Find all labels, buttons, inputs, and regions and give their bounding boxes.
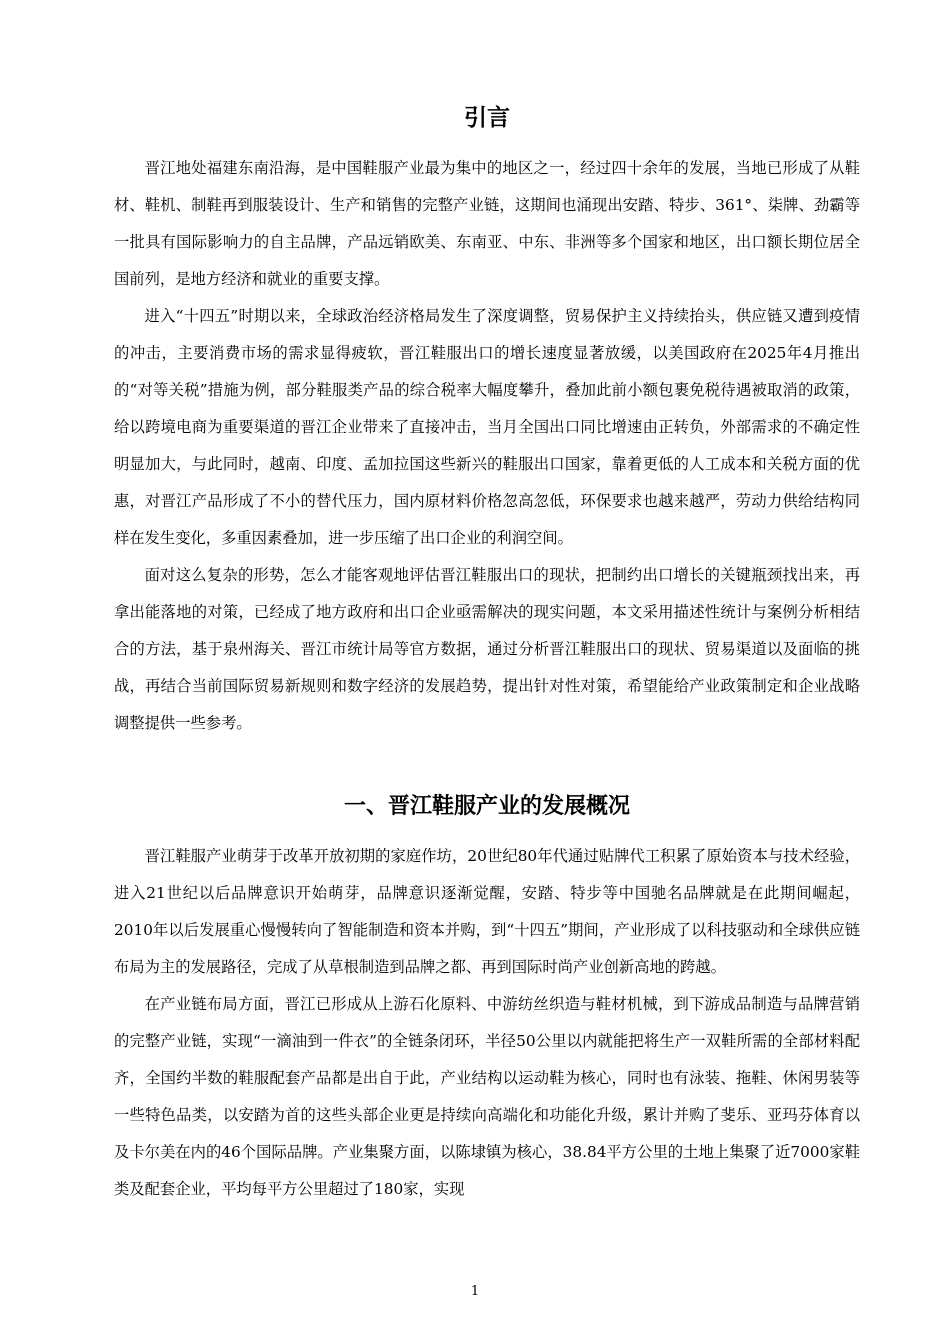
section-1-paragraph: 在产业链布局方面，晋江已形成从上游石化原料、中游纺丝织造与鞋材机械，到下游成品制造与品牌营销的完整产业链，实现“一滴油到一件衣”的全链条闭环，半径50公里以内就能把将生产一双鞋所需的全部材料配齐，全国约半数的鞋服配套产品都是出自于此，产业结构以运动鞋为核心，同时也有泳装、拖鞋、休闲男装等一些特色品类，以安踏为首的这些头部企业更是持续向高端化和功能化升级，累计并购了斐乐、亚玛芬体育以及卡尔美在内的46个国际品牌。产业集聚方面，以陈埭镇为核心，38.84平方公里的土地上集聚了近7000家鞋类及配套企业，平均每平方公里超过了180家，实现	[114, 995, 860, 1198]
intro-body	[114, 150, 860, 742]
intro-paragraph: 面对这么复杂的形势，怎么才能客观地评估晋江鞋服出口的现状，把制约出口增长的关键瓶颈找出来，再拿出能落地的对策，已经成了地方政府和出口企业亟需解决的现实问题，本文采用描述性统计与案例分析相结合的方法，基于泉州海关、晋江市统计局等官方数据，通过分析晋江鞋服出口的现状、贸易渠道以及面临的挑战，再结合当前国际贸易新规则和数字经济的发展趋势，提出针对性对策，希望能给产业政策制定和企业战略调整提供一些参考。	[114, 566, 860, 732]
section-1-body	[114, 838, 860, 1208]
section-1-heading: 一、晋江鞋服产业的发展概况	[343, 794, 630, 819]
page-number: 1	[470, 1284, 480, 1299]
intro-heading: 引言	[464, 105, 510, 131]
section-1-paragraph: 晋江鞋服产业萌芽于改革开放初期的家庭作坊，20世纪80年代通过贴牌代工积累了原始资本与技术经验，进入21世纪以后品牌意识开始萌芽，品牌意识逐渐觉醒，安踏、特步等中国驰名品牌就是在此期间崛起，2010年以后发展重心慢慢转向了智能制造和资本并购，到“十四五”期间，产业形成了以科技驱动和全球供应链布局为主的发展路径，完成了从草根制造到品牌之都、再到国际时尚产业创新高地的跨越。	[114, 847, 860, 976]
intro-paragraph: 进入“十四五”时期以来，全球政治经济格局发生了深度调整，贸易保护主义持续抬头，供应链又遭到疫情的冲击，主要消费市场的需求显得疲软，晋江鞋服出口的增长速度显著放缓，以美国政府在2025年4月推出的“对等关税”措施为例，部分鞋服类产品的综合税率大幅度攀升，叠加此前小额包裹免税待遇被取消的政策，给以跨境电商为重要渠道的晋江企业带来了直接冲击，当月全国出口同比增速由正转负，外部需求的不确定性明显加大，与此同时，越南、印度、孟加拉国这些新兴的鞋服出口国家，靠着更低的人工成本和关税方面的优惠，对晋江产品形成了不小的替代压力，国内原材料价格忽高忽低，环保要求也越来越严，劳动力供给结构同样在发生变化，多重因素叠加，进一步压缩了出口企业的利润空间。	[114, 307, 860, 547]
intro-paragraph: 晋江地处福建东南沿海，是中国鞋服产业最为集中的地区之一，经过四十余年的发展，当地已形成了从鞋材、鞋机、制鞋再到服装设计、生产和销售的完整产业链，这期间也涌现出安踏、特步、361°、柒牌、劲霸等一批具有国际影响力的自主品牌，产品远销欧美、东南亚、中东、非洲等多个国家和地区，出口额长期位居全国前列，是地方经济和就业的重要支撑。	[114, 159, 860, 288]
